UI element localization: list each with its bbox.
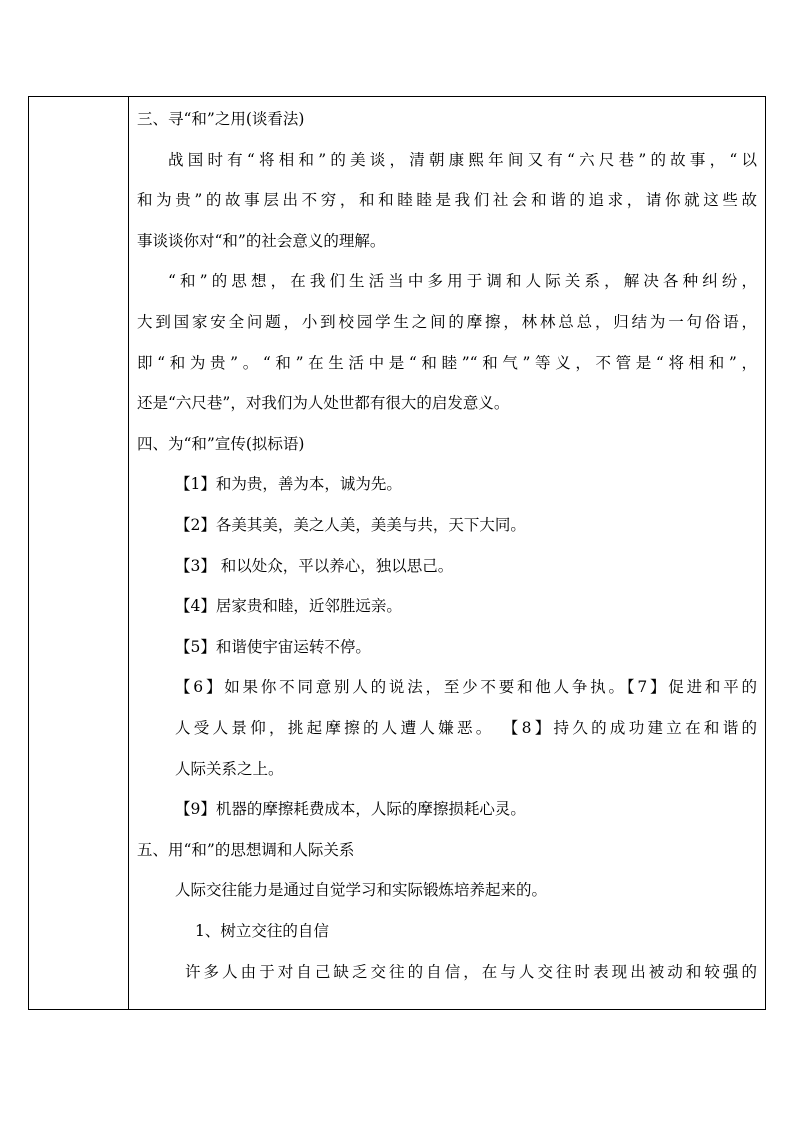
text-line: 【2】各美其美，美之人美，美美与共，天下大同。 bbox=[175, 516, 526, 534]
text-line: 事谈谈你对“和”的社会意义的理解。 bbox=[137, 231, 386, 250]
text-line: 【1】和为贵，善为本，诚为先。 bbox=[175, 475, 402, 494]
text-line: 1、树立交往的自信 bbox=[195, 922, 329, 940]
text-line: 四、为“和”宣传(拟标语) bbox=[137, 434, 305, 453]
text-line: 还是“六尺巷”，对我们为人处世都有很大的启发意义。 bbox=[137, 394, 510, 413]
text-line: 大到国家安全问题，小到校园学生之间的摩擦，林林总总，归结为一句俗语， bbox=[137, 313, 757, 331]
text-line: “和”的思想，在我们生活当中多用于调和人际关系，解决各种纠纷， bbox=[168, 272, 757, 291]
text-line: 五、用“和”的思想调和人际关系 bbox=[137, 840, 355, 859]
text-line: 即“和为贵”。“和”在生活中是“和睦”“和气”等义，不管是“将相和”， bbox=[137, 353, 757, 372]
column-divider bbox=[128, 97, 129, 1009]
text-line: 人受人景仰，挑起摩擦的人遭人嫌恶。 【8】持久的成功建立在和谐的 bbox=[175, 719, 757, 737]
text-line: 三、寻“和”之用(谈看法) bbox=[137, 110, 305, 128]
text-line: 许多人由于对自己缺乏交往的自信，在与人交往时表现出被动和较强的 bbox=[185, 962, 757, 981]
text-line: 【3】 和以处众，平以养心，独以思己。 bbox=[175, 556, 454, 575]
text-line: 【9】机器的摩擦耗费成本，人际的摩擦损耗心灵。 bbox=[175, 800, 526, 819]
text-line: 人际交往能力是通过自觉学习和实际锻炼培养起来的。 bbox=[175, 881, 548, 900]
text-line: 【5】和谐使宇宙运转不停。 bbox=[175, 637, 371, 656]
document-table bbox=[28, 96, 766, 1010]
text-line: 人际关系之上。 bbox=[175, 759, 284, 778]
text-line: 【6】如果你不同意别人的说法，至少不要和他人争执。【7】促进和平的 bbox=[175, 678, 757, 697]
text-line: 【4】居家贵和睦，近邻胜远亲。 bbox=[175, 597, 402, 616]
text-line: 战国时有“将相和”的美谈，清朝康熙年间又有“六尺巷”的故事，“以 bbox=[168, 150, 757, 169]
text-line: 和为贵”的故事层出不穷，和和睦睦是我们社会和谐的追求，请你就这些故 bbox=[137, 191, 757, 210]
